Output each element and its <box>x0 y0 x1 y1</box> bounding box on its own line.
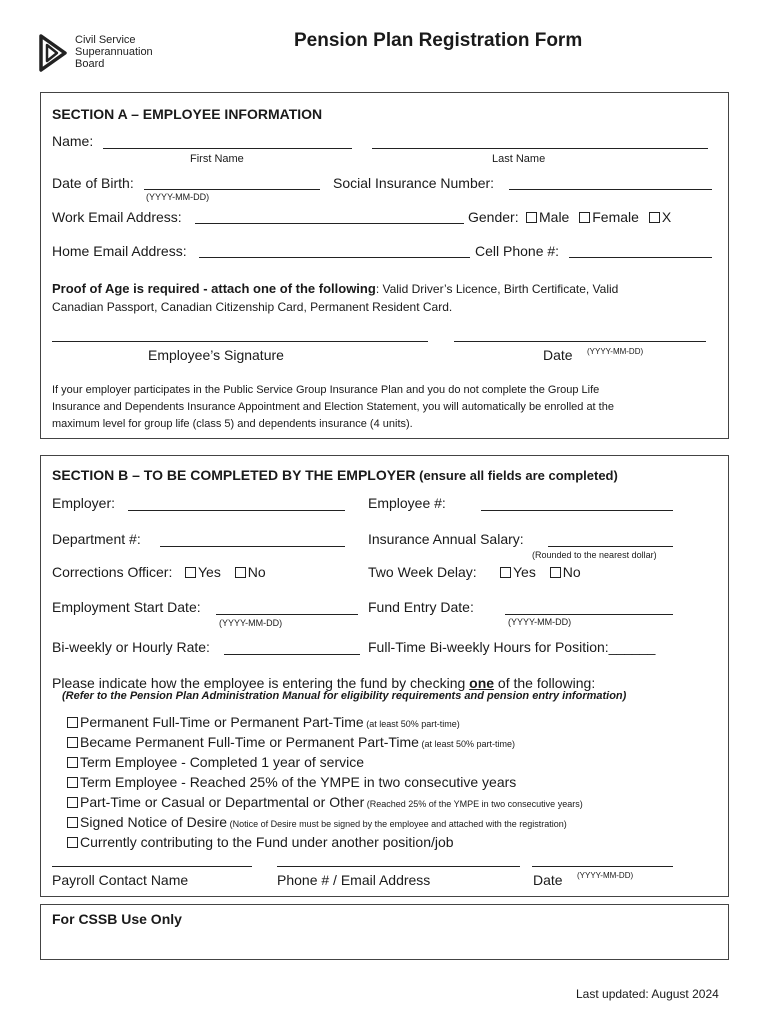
home-email-label: Home Email Address: <box>52 243 187 259</box>
indicate-one: one <box>469 675 495 691</box>
entry-option-checkbox[interactable] <box>67 717 78 728</box>
entry-option-checkbox[interactable] <box>67 757 78 768</box>
employer-date-caption: Date <box>533 872 563 888</box>
home-email-input[interactable] <box>199 243 470 258</box>
entry-option-label: Signed Notice of Desire <box>80 814 228 830</box>
insurance-note-1: If your employer participates in the Public Service Group Insurance Plan and you do not complete the Group Life <box>52 384 600 396</box>
hours-field <box>368 639 655 655</box>
fund-entry-input[interactable] <box>505 600 673 615</box>
corrections-options <box>185 564 266 580</box>
start-date-input[interactable] <box>216 600 358 615</box>
department-label: Department #: <box>52 531 141 547</box>
form-title: Pension Plan Registration Form <box>294 30 583 51</box>
fund-entry-caption: (YYYY-MM-DD) <box>508 617 572 627</box>
last-updated: Last updated: August 2024 <box>576 987 719 1001</box>
employee-number-input[interactable] <box>481 496 673 511</box>
gender-female-checkbox[interactable] <box>579 212 590 223</box>
employee-signature-line[interactable] <box>52 341 428 342</box>
logo-line-1: Civil Service <box>75 34 136 46</box>
entry-option-note: (at least 50% part-time) <box>418 739 516 749</box>
name-label: Name: <box>52 133 94 149</box>
first-name-caption: First Name <box>190 153 244 165</box>
gender-x-label: X <box>661 209 672 225</box>
indicate-pre: Please indicate how the employee is entering the fund by checking <box>52 675 470 691</box>
employee-date-caption: Date <box>543 347 573 363</box>
indicate-post: of the following: <box>494 675 596 691</box>
entry-option[interactable] <box>67 773 583 793</box>
proof-of-age-bold: Proof of Age is required - attach one of the following <box>52 281 376 296</box>
insurance-note-2: Insurance and Dependents Insurance Appointment and Election Statement, you will automatically be enrolled at the <box>52 401 614 413</box>
entry-options-list <box>67 713 583 853</box>
gender-x-checkbox[interactable] <box>649 212 660 223</box>
two-week-no-label: No <box>562 564 581 580</box>
two-week-no-checkbox[interactable] <box>550 567 561 578</box>
proof-of-age-line2: Canadian Passport, Canadian Citizenship Card, Permanent Resident Card. <box>52 300 453 314</box>
fund-entry-label: Fund Entry Date: <box>368 599 474 615</box>
csb-logo <box>38 34 168 74</box>
entry-option-checkbox[interactable] <box>67 837 78 848</box>
dob-input[interactable] <box>144 175 320 190</box>
gender-male-label: Male <box>539 209 570 225</box>
proof-of-age-note <box>52 281 618 296</box>
two-week-delay-options <box>500 564 581 580</box>
employer-date-format: (YYYY-MM-DD) <box>577 871 634 880</box>
employer-label: Employer: <box>52 495 116 511</box>
sin-label: Social Insurance Number: <box>333 175 495 191</box>
hours-blank[interactable]: ______ <box>608 639 656 655</box>
employer-date-line[interactable] <box>532 866 673 867</box>
rate-input[interactable] <box>224 640 360 655</box>
entry-option[interactable] <box>67 813 583 833</box>
proof-of-age-rest: : Valid Driver’s Licence, Birth Certificate, Valid <box>375 282 619 296</box>
department-input[interactable] <box>160 532 345 547</box>
entry-option-checkbox[interactable] <box>67 797 78 808</box>
hours-label: Full-Time Bi-weekly Hours for Position: <box>368 639 609 655</box>
employee-signature-caption: Employee’s Signature <box>148 347 284 363</box>
gender-male-checkbox[interactable] <box>526 212 537 223</box>
employee-date-format: (YYYY-MM-DD) <box>587 347 644 356</box>
rate-label: Bi-weekly or Hourly Rate: <box>52 639 210 655</box>
employer-input[interactable] <box>128 496 345 511</box>
sin-input[interactable] <box>509 175 712 190</box>
two-week-delay-label: Two Week Delay: <box>368 564 477 580</box>
entry-option-checkbox[interactable] <box>67 737 78 748</box>
section-b-heading-rest: (ensure all fields are completed) <box>415 468 618 483</box>
entry-option-label: Term Employee - Reached 25% of the YMPE in two consecutive years <box>80 774 517 790</box>
entry-option-label: Became Permanent Full-Time or Permanent Part-Time <box>80 734 419 750</box>
salary-label: Insurance Annual Salary: <box>368 531 524 547</box>
gender-options <box>526 209 671 225</box>
salary-input[interactable] <box>548 532 673 547</box>
gender-female-label: Female <box>592 209 639 225</box>
last-name-caption: Last Name <box>492 153 546 165</box>
entry-option-label: Part-Time or Casual or Departmental or Other <box>80 794 365 810</box>
entry-option-label: Permanent Full-Time or Permanent Part-Time <box>80 714 364 730</box>
dob-label: Date of Birth: <box>52 175 134 191</box>
entry-option-label: Term Employee - Completed 1 year of service <box>80 754 364 770</box>
corrections-label: Corrections Officer: <box>52 564 173 580</box>
corrections-no-label: No <box>247 564 266 580</box>
refer-note: (Refer to the Pension Plan Administration Manual for eligibility requirements and pension entry information) <box>62 690 627 702</box>
entry-option-note: (Reached 25% of the YMPE in two consecutive years) <box>364 799 583 809</box>
employee-date-line[interactable] <box>454 341 706 342</box>
work-email-input[interactable] <box>195 209 464 224</box>
phone-email-line[interactable] <box>277 866 520 867</box>
corrections-no-checkbox[interactable] <box>235 567 246 578</box>
entry-option-checkbox[interactable] <box>67 777 78 788</box>
two-week-yes-checkbox[interactable] <box>500 567 511 578</box>
entry-option[interactable] <box>67 753 583 773</box>
entry-option-note: (at least 50% part-time) <box>363 719 460 729</box>
entry-option[interactable] <box>67 793 583 813</box>
work-email-label: Work Email Address: <box>52 209 182 225</box>
employee-number-label: Employee #: <box>368 495 446 511</box>
cssb-use-heading: For CSSB Use Only <box>52 911 182 927</box>
logo-line-3: Board <box>75 58 105 70</box>
entry-option-checkbox[interactable] <box>67 817 78 828</box>
entry-option-note: (Notice of Desire must be signed by the employee and attached with the registration) <box>227 819 567 829</box>
phone-email-caption: Phone # / Email Address <box>277 872 431 888</box>
corrections-yes-checkbox[interactable] <box>185 567 196 578</box>
corrections-yes-label: Yes <box>198 564 221 580</box>
payroll-contact-caption: Payroll Contact Name <box>52 872 189 888</box>
salary-caption: (Rounded to the nearest dollar) <box>532 550 657 560</box>
first-name-input[interactable] <box>103 134 352 149</box>
insurance-note-3: maximum level for group life (class 5) and dependents insurance (4 units). <box>52 418 413 430</box>
entry-option[interactable] <box>67 833 583 853</box>
section-b-heading <box>52 467 618 485</box>
last-name-input[interactable] <box>372 134 708 149</box>
entry-option[interactable] <box>67 713 583 733</box>
dob-caption: (YYYY-MM-DD) <box>146 192 210 202</box>
entry-option[interactable] <box>67 733 583 753</box>
cell-phone-input[interactable] <box>569 243 712 258</box>
logo-line-2: Superannuation <box>75 46 153 58</box>
indicate-instruction <box>52 675 595 691</box>
section-b-heading-bold: SECTION B – TO BE COMPLETED BY THE EMPLOYER <box>52 467 416 483</box>
gender-label: Gender: <box>468 209 519 225</box>
start-date-caption: (YYYY-MM-DD) <box>219 618 283 628</box>
entry-option-label: Currently contributing to the Fund under another position/job <box>80 834 454 850</box>
cell-phone-label: Cell Phone #: <box>475 243 560 259</box>
start-date-label: Employment Start Date: <box>52 599 201 615</box>
csb-logo-icon <box>38 34 68 72</box>
two-week-yes-label: Yes <box>513 564 536 580</box>
section-a-heading: SECTION A – EMPLOYEE INFORMATION <box>52 106 323 122</box>
payroll-contact-line[interactable] <box>52 866 252 867</box>
